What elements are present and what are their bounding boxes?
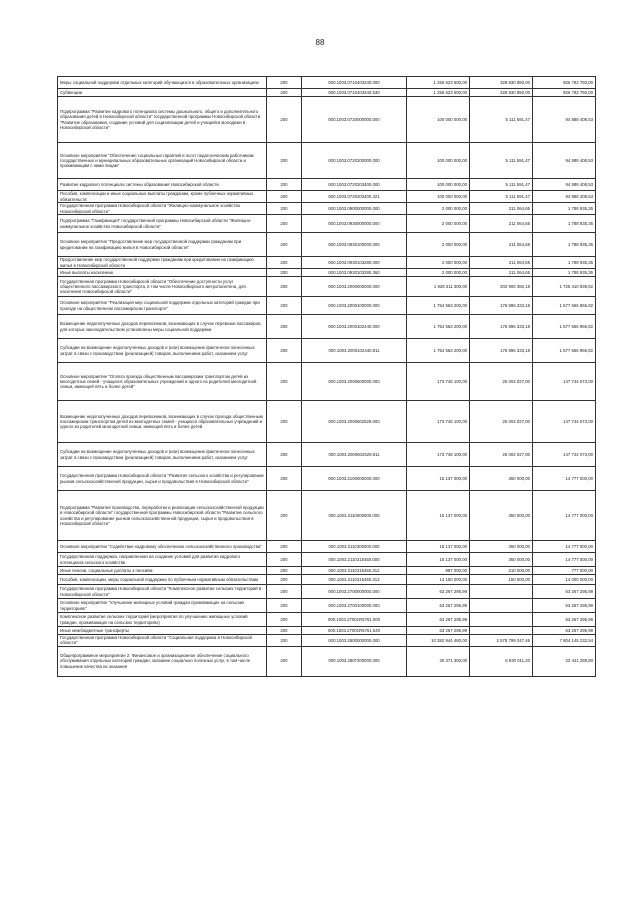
- row-name-cell: Меры социальной поддержки отдельных категорий обучающихся в образовательных организациях: [58, 77, 267, 89]
- row-admin-cell: 200: [267, 627, 302, 635]
- table-row: [58, 575, 596, 585]
- row-name-cell: Основное мероприятие "Оплата проезда общественным пассажирским транспортом детей из многодетных семей - учащихся образовательных учреждений и одного из родителей многодетной семьи, имеющей пять и более детей": [58, 363, 267, 401]
- row-remaining-cell: 94 888 408,53: [533, 191, 596, 203]
- row-admin-cell: 200: [267, 541, 302, 553]
- row-plan-cell: 30 371 300,00: [407, 646, 470, 676]
- row-remaining-cell: 63 267 295,99: [533, 599, 596, 613]
- row-name-cell: Пособия, компенсации и иные социальные выплаты гражданам, кроме публичных нормативных обязательств: [58, 191, 267, 203]
- table-row: [58, 89, 596, 97]
- row-name-cell: Субвенции: [58, 89, 267, 97]
- row-code-cell: 000.1003.0900000000.000: [302, 203, 407, 215]
- row-code-cell: 000.1003.280Г200000.000: [302, 646, 407, 676]
- row-plan-cell: 2 000 000,00: [407, 257, 470, 269]
- row-plan-cell: 2 000 000,00: [407, 269, 470, 277]
- row-admin-cell: 200: [267, 613, 302, 627]
- row-executed-cell: 211 064,65: [470, 233, 533, 257]
- row-executed-cell: 211 064,65: [470, 257, 533, 269]
- row-plan-cell: 173 748 100,00: [407, 443, 470, 467]
- row-admin-cell: 200: [267, 179, 302, 191]
- row-plan-cell: 1 928 311 300,00: [407, 277, 470, 297]
- row-admin-cell: 200: [267, 269, 302, 277]
- row-code-cell: 000.1003.0710403340.000: [302, 77, 407, 89]
- row-remaining-cell: 94 888 408,53: [533, 179, 596, 191]
- row-name-cell: Возмещение недополученных доходов перевозчиков, возникающих в случае проезда общественным пассажирским транспортом детей из многодетных семей - учащихся образовательных учреждений и одного из родителей многодетной семьи, имеющей пять и более детей: [58, 401, 267, 443]
- row-admin-cell: 200: [267, 363, 302, 401]
- row-plan-cell: 100 000 000,00: [407, 97, 470, 143]
- row-admin-cell: 200: [267, 257, 302, 269]
- row-code-cell: 000.1003.0930100000.000: [302, 233, 407, 257]
- row-executed-cell: 211 064,65: [470, 203, 533, 215]
- table-row: [58, 339, 596, 363]
- page-number: 88: [315, 38, 325, 47]
- row-executed-cell: 5 111 591,47: [470, 97, 533, 143]
- table-row: [58, 203, 596, 215]
- table-row: [58, 77, 596, 89]
- row-plan-cell: 1 255 623 600,00: [407, 77, 470, 89]
- row-remaining-cell: 63 267 295,99: [533, 585, 596, 599]
- row-plan-cell: 63 267 295,99: [407, 627, 470, 635]
- row-executed-cell: [470, 627, 533, 635]
- row-remaining-cell: 1 725 410 939,82: [533, 277, 596, 297]
- table-row: [58, 179, 596, 191]
- table-row: [58, 443, 596, 467]
- row-plan-cell: 2 000 000,00: [407, 233, 470, 257]
- row-name-cell: Основное мероприятие "Предоставление мер государственной поддержки гражданам при кредитовании на газификацию жилья в Новосибирской области": [58, 233, 267, 257]
- row-plan-cell: 1 255 623 600,00: [407, 89, 470, 97]
- row-name-cell: Основное мероприятие "Реализация мер социальной поддержки отдельных категорий граждан при проезде на общественном пассажирском транспорте": [58, 297, 267, 315]
- row-name-cell: Общепрограммное мероприятие 2. Финансовое и организационное обеспечение социального обслуживания отдельных категорий граждан, оказание социально полезных услуг, в том числе повышение качества их оказания: [58, 646, 267, 676]
- row-code-cell: 000.1003.2000602529.811: [302, 443, 407, 467]
- row-code-cell: 000.1003.0720203400.321: [302, 191, 407, 203]
- row-executed-cell: 26 004 027,00: [470, 401, 533, 443]
- row-remaining-cell: 14 777 000,00: [533, 467, 596, 491]
- row-code-cell: 000.1003.2000602529.000: [302, 401, 407, 443]
- row-executed-cell: 2 578 799 247,46: [470, 635, 533, 647]
- table-row: [58, 233, 596, 257]
- row-name-cell: Основное мероприятие "Обеспечение социальных гарантий и льгот педагогическим работникам государственных и муниципальных образовательных организаций Новосибирской области и проживающим с ними лицам": [58, 143, 267, 179]
- table-row: [58, 613, 596, 627]
- row-name-cell: Иные выплаты населению: [58, 269, 267, 277]
- row-executed-cell: 26 004 027,00: [470, 363, 533, 401]
- row-admin-cell: 200: [267, 567, 302, 575]
- table-row: [58, 277, 596, 297]
- row-admin-cell: 200: [267, 646, 302, 676]
- table-row: [58, 401, 596, 443]
- row-code-cell: 000.1003.0710403340.530: [302, 89, 407, 97]
- row-name-cell: Государственная программа Новосибирской области "Социальная поддержка в Новосибирской области": [58, 635, 267, 647]
- row-code-cell: 000.1003.2100000000.000: [302, 467, 407, 491]
- row-code-cell: 000.1003.0720200000.000: [302, 143, 407, 179]
- row-admin-cell: 200: [267, 585, 302, 599]
- row-executed-cell: 360 000,00: [470, 467, 533, 491]
- row-remaining-cell: 14 777 000,00: [533, 541, 596, 553]
- row-admin-cell: 200: [267, 553, 302, 567]
- row-name-cell: Иные межбюджетные трансферты: [58, 627, 267, 635]
- row-code-cell: 000.1003.27001R5761.000: [302, 613, 407, 627]
- row-remaining-cell: 926 792 750,00: [533, 77, 596, 89]
- row-plan-cell: 10 382 944 480,00: [407, 635, 470, 647]
- row-name-cell: Пособия, компенсации, меры социальной поддержки по публичным нормативным обязательствам: [58, 575, 267, 585]
- row-plan-cell: 15 137 000,00: [407, 491, 470, 541]
- row-executed-cell: 328 830 850,00: [470, 77, 533, 89]
- row-remaining-cell: 1 788 935,35: [533, 203, 596, 215]
- row-plan-cell: 63 267 295,99: [407, 599, 470, 613]
- row-plan-cell: 100 000 000,00: [407, 191, 470, 203]
- row-executed-cell: 176 896 333,18: [470, 297, 533, 315]
- row-executed-cell: 5 111 591,47: [470, 191, 533, 203]
- row-remaining-cell: 147 744 073,00: [533, 401, 596, 443]
- table-row: [58, 363, 596, 401]
- table-row: [58, 191, 596, 203]
- row-plan-cell: 2 000 000,00: [407, 215, 470, 233]
- table-row: [58, 215, 596, 233]
- row-remaining-cell: 1 788 935,35: [533, 215, 596, 233]
- row-executed-cell: 360 000,00: [470, 541, 533, 553]
- row-admin-cell: 200: [267, 443, 302, 467]
- row-admin-cell: 200: [267, 599, 302, 613]
- row-code-cell: 000.1003.2700000000.000: [302, 585, 407, 599]
- row-executed-cell: 211 064,65: [470, 269, 533, 277]
- row-code-cell: 000.1003.27001R5761.540: [302, 627, 407, 635]
- row-code-cell: 000.1003.0930103280.360: [302, 269, 407, 277]
- row-remaining-cell: 7 804 145 232,54: [533, 635, 596, 647]
- row-code-cell: 000.1003.2700100000.000: [302, 599, 407, 613]
- row-plan-cell: 15 137 000,00: [407, 541, 470, 553]
- row-executed-cell: 26 004 027,00: [470, 443, 533, 467]
- row-admin-cell: 200: [267, 203, 302, 215]
- table-row: [58, 297, 596, 315]
- table-row: [58, 599, 596, 613]
- row-executed-cell: 202 900 360,18: [470, 277, 533, 297]
- row-plan-cell: 14 150 000,00: [407, 575, 470, 585]
- row-code-cell: 000.1003.2110300000.000: [302, 541, 407, 553]
- row-admin-cell: 200: [267, 635, 302, 647]
- row-executed-cell: 360 000,00: [470, 491, 533, 541]
- row-plan-cell: 63 267 295,99: [407, 613, 470, 627]
- table-row: [58, 315, 596, 339]
- row-plan-cell: 100 000 000,00: [407, 143, 470, 179]
- row-executed-cell: [470, 599, 533, 613]
- row-executed-cell: 5 111 591,47: [470, 179, 533, 191]
- row-code-cell: 000.1003.2000000000.000: [302, 277, 407, 297]
- row-name-cell: Развитие кадрового потенциала системы образования Новосибирской области: [58, 179, 267, 191]
- row-code-cell: 000.1003.0930103280.000: [302, 257, 407, 269]
- row-plan-cell: 1 754 563 200,00: [407, 339, 470, 363]
- row-plan-cell: 100 000 000,00: [407, 179, 470, 191]
- budget-table: [57, 76, 596, 677]
- row-plan-cell: 1 754 563 200,00: [407, 297, 470, 315]
- row-plan-cell: 15 137 000,00: [407, 467, 470, 491]
- table-row: [58, 467, 596, 491]
- row-name-cell: Государственная поддержка, направленная на создание условий для развития кадрового потенциала сельского хозяйства: [58, 553, 267, 567]
- row-admin-cell: 200: [267, 97, 302, 143]
- row-name-cell: Подпрограмма "Развитие кадрового потенциала системы дошкольного, общего и дополнительного образования детей в Новосибирской области" государственной программы Новосибирской области "Развитие образования, создание условий для социализации детей и учащейся молодежи в Новосибирской области": [58, 97, 267, 143]
- row-admin-cell: 200: [267, 491, 302, 541]
- row-remaining-cell: 1 788 935,35: [533, 233, 596, 257]
- row-executed-cell: 176 896 333,18: [470, 315, 533, 339]
- row-name-cell: Основное мероприятие "Улучшение жилищных условий граждан проживающих на сельских территориях": [58, 599, 267, 613]
- row-remaining-cell: 14 000 000,00: [533, 575, 596, 585]
- row-name-cell: Государственная программа Новосибирской области "Жилищно-коммунальное хозяйство Новосибирской области": [58, 203, 267, 215]
- row-executed-cell: 176 896 333,18: [470, 339, 533, 363]
- table-row: [58, 646, 596, 676]
- row-name-cell: Основное мероприятие "Содействие кадровому обеспечению сельскохозяйственного производства": [58, 541, 267, 553]
- row-code-cell: 000.1003.2000102440.000: [302, 315, 407, 339]
- row-name-cell: Подпрограмма "Газификация" государственной программы Новосибирской области "Жилищно-коммунальное хозяйство Новосибирской области": [58, 215, 267, 233]
- row-remaining-cell: 1 577 666 866,82: [533, 297, 596, 315]
- row-name-cell: Государственная программа Новосибирской области "Обеспечение доступности услуг общественного пассажирского транспорта, в том числе Новосибирского метрополитена, для населения Новосибирской области": [58, 277, 267, 297]
- row-code-cell: 000.1003.0930000000.000: [302, 215, 407, 233]
- row-name-cell: Предоставление мер государственной поддержки гражданам при кредитовании на газификацию жилья в Новосибирской области: [58, 257, 267, 269]
- row-code-cell: 000.1003.2000102440.811: [302, 339, 407, 363]
- row-name-cell: Субсидии на возмещение недополученных доходов и (или) возмещение фактически понесенных затрат в связи с производством (реализацией) товаров, выполнением работ, оказанием услуг: [58, 443, 267, 467]
- row-name-cell: Государственная программа Новосибирской области "Комплексное развитие сельских территорий в Новосибирской области": [58, 585, 267, 599]
- row-executed-cell: 150 000,00: [470, 575, 533, 585]
- row-admin-cell: 200: [267, 297, 302, 315]
- row-executed-cell: 210 000,00: [470, 567, 533, 575]
- table-row: [58, 585, 596, 599]
- row-remaining-cell: 147 744 073,00: [533, 443, 596, 467]
- row-name-cell: Субсидии на возмещение недополученных доходов и (или) возмещение фактически понесенных затрат в связи с производством (реализацией) товаров, выполнением работ, оказанием услуг: [58, 339, 267, 363]
- row-executed-cell: 5 111 591,47: [470, 143, 533, 179]
- row-executed-cell: [470, 613, 533, 627]
- row-code-cell: 000.1003.0720203400.000: [302, 179, 407, 191]
- table-row: [58, 567, 596, 575]
- row-remaining-cell: 94 888 408,53: [533, 97, 596, 143]
- row-remaining-cell: 14 777 000,00: [533, 491, 596, 541]
- row-plan-cell: 173 748 100,00: [407, 363, 470, 401]
- row-admin-cell: 200: [267, 77, 302, 89]
- row-executed-cell: 328 830 850,00: [470, 89, 533, 97]
- row-remaining-cell: 777 000,00: [533, 567, 596, 575]
- row-code-cell: 000.1003.2000600000.000: [302, 363, 407, 401]
- row-name-cell: Иные пенсии, социальные доплаты к пенсиям: [58, 567, 267, 575]
- row-code-cell: 000.1003.2110315450.000: [302, 553, 407, 567]
- table-row: [58, 627, 596, 635]
- row-remaining-cell: 147 744 073,00: [533, 363, 596, 401]
- row-admin-cell: 200: [267, 467, 302, 491]
- row-code-cell: 000.1003.2110315450.313: [302, 575, 407, 585]
- row-plan-cell: 987 000,00: [407, 567, 470, 575]
- row-remaining-cell: 926 792 750,00: [533, 89, 596, 97]
- table-row: [58, 97, 596, 143]
- row-executed-cell: 211 064,65: [470, 215, 533, 233]
- table-row: [58, 257, 596, 269]
- row-admin-cell: 200: [267, 191, 302, 203]
- row-executed-cell: 360 000,00: [470, 553, 533, 567]
- row-name-cell: Возмещение недополученных доходов перевозчиков, возникающих в случае перевозки пассажиров, для которых законодательством установлены меры социальной поддержки: [58, 315, 267, 339]
- row-plan-cell: 173 748 100,00: [407, 401, 470, 443]
- row-admin-cell: 200: [267, 277, 302, 297]
- row-remaining-cell: 1 788 935,35: [533, 257, 596, 269]
- table-row: [58, 269, 596, 277]
- row-remaining-cell: 1 577 666 866,82: [533, 315, 596, 339]
- row-admin-cell: 200: [267, 315, 302, 339]
- row-plan-cell: 2 000 000,00: [407, 203, 470, 215]
- row-code-cell: 000.1003.2110000000.000: [302, 491, 407, 541]
- row-remaining-cell: 23 441 288,80: [533, 646, 596, 676]
- row-name-cell: Подпрограмма "Развитие производства, переработки и реализации сельскохозяйственной продукции в Новосибирской области" государственной программы Новосибирской области "Развитие сельского хозяйства и регулирование рынков сельскохозяйственной продукции, сырья и продовольствия в Новосибирской области": [58, 491, 267, 541]
- table-row: [58, 553, 596, 567]
- row-remaining-cell: 63 267 295,99: [533, 627, 596, 635]
- row-executed-cell: 6 930 011,20: [470, 646, 533, 676]
- row-remaining-cell: 14 777 000,00: [533, 553, 596, 567]
- row-admin-cell: 200: [267, 575, 302, 585]
- row-code-cell: 000.1003.2110315450.312: [302, 567, 407, 575]
- table-row: [58, 491, 596, 541]
- row-admin-cell: 200: [267, 89, 302, 97]
- row-code-cell: 000.1003.0720000000.000: [302, 97, 407, 143]
- row-admin-cell: 200: [267, 339, 302, 363]
- table-row: [58, 143, 596, 179]
- row-plan-cell: 1 754 563 200,00: [407, 315, 470, 339]
- row-name-cell: Комплексное развитие сельских территорий (мероприятия по улучшению жилищных условий граждан, проживающих на сельских территориях): [58, 613, 267, 627]
- row-plan-cell: 15 137 000,00: [407, 553, 470, 567]
- row-code-cell: 000.1003.2800000000.000: [302, 635, 407, 647]
- row-code-cell: 000.1003.2000100000.000: [302, 297, 407, 315]
- row-remaining-cell: 1 577 666 866,82: [533, 339, 596, 363]
- row-remaining-cell: 1 788 935,35: [533, 269, 596, 277]
- table-row: [58, 635, 596, 647]
- row-admin-cell: 200: [267, 215, 302, 233]
- row-admin-cell: 200: [267, 143, 302, 179]
- row-name-cell: Государственная программа Новосибирской области "Развитие сельского хозяйства и регулирование рынков сельскохозяйственной продукции, сырья и продовольствия в Новосибирской области": [58, 467, 267, 491]
- row-admin-cell: 200: [267, 401, 302, 443]
- row-remaining-cell: 94 888 408,53: [533, 143, 596, 179]
- row-remaining-cell: 63 267 295,99: [533, 613, 596, 627]
- row-executed-cell: [470, 585, 533, 599]
- row-plan-cell: 63 267 295,99: [407, 585, 470, 599]
- row-admin-cell: 200: [267, 233, 302, 257]
- table-row: [58, 541, 596, 553]
